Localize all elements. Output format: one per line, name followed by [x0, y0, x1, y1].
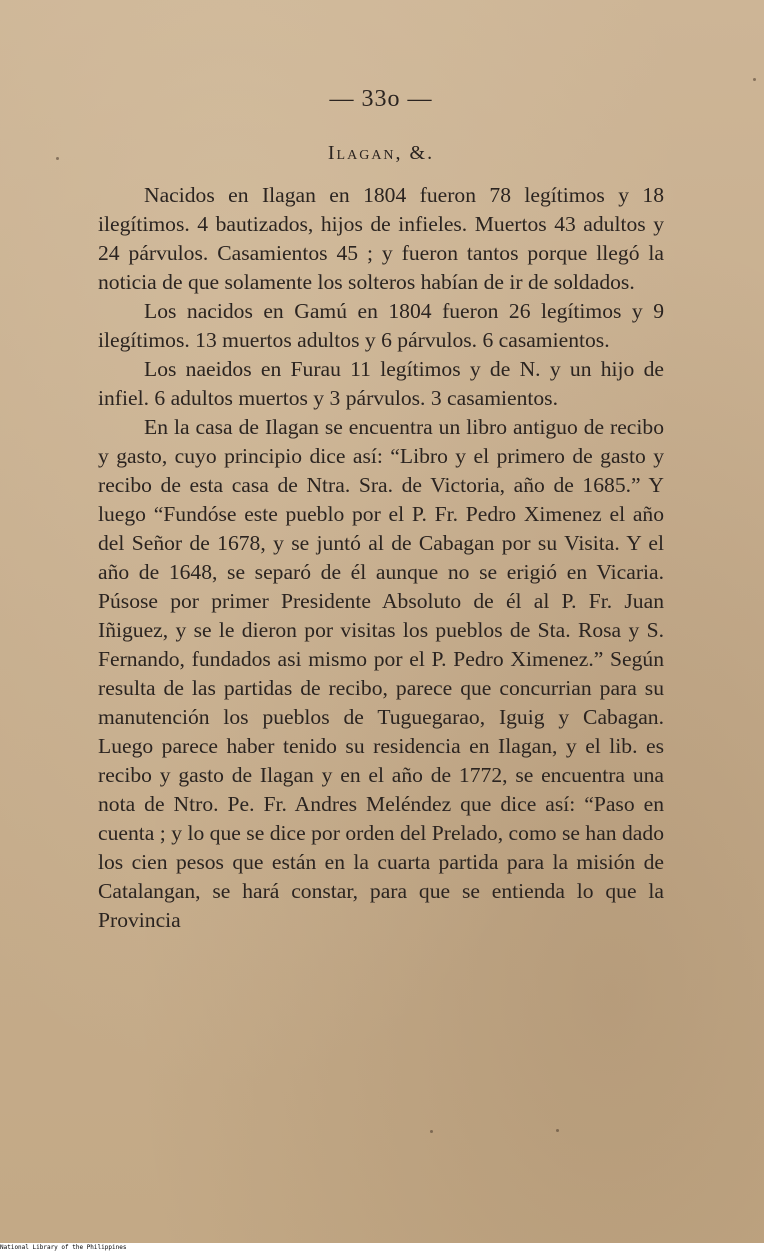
- paragraph-furau-births: Los naeidos en Furau 11 legítimos y de N. y un hijo de infiel. 6 adultos muertos y 3 párvulos. 3 casamientos.: [98, 357, 664, 410]
- paper-speck: [56, 157, 59, 160]
- paragraph-ilagan-births: Nacidos en Ilagan en 1804 fueron 78 legítimos y 18 ilegítimos. 4 bautizados, hijos de infieles. Muertos 43 adultos y 24 párvulos. Casamientos 45 ; y fueron tantos porque llegó la noticia de que solamente los solteros habían de ir de soldados.: [98, 183, 664, 294]
- paragraph-ilagan-ledger: En la casa de Ilagan se encuentra un libro antiguo de recibo y gasto, cuyo principio dice así: “Libro y el primero de gasto y recibo de esta casa de Ntra. Sra. de Victoria, año de 1685.” Y luego “Fundóse este pueblo por el P. Fr. Pedro Ximenez el año del Señor de 1678, y se juntó al de Cabagan por su Visita. Y el año de 1648, se separó de él aunque no se erigió en Vicaria. Púsose por primer Presidente Absoluto de él al P. Fr. Juan Iñiguez, y se le dieron por visitas los pueblos de Sta. Rosa y S. Fernando, fundados asi mismo por el P. Pedro Ximenez.” Según resulta de las partidas de recibo, parece que concurrian para su manutención los pueblos de Tuguegarao, Iguig y Cabagan. Luego parece haber tenido su residencia en Ilagan, y el lib. es recibo y gasto de Ilagan y en el año de 1772, se encuentra una nota de Ntro. Pe. Fr. Andres Meléndez que dice así: “Paso en cuenta ; y lo que se dice por orden del Prelado, como se han dado los cien pesos que están en la cuarta partida para la misión de Catalangan, se hará constar, para que se entienda lo que la Provincia: [98, 415, 664, 932]
- library-credit: National Library of the Philippines: [0, 1244, 127, 1251]
- body-text: [98, 181, 664, 935]
- page-number: — 33o —: [329, 86, 433, 112]
- paper-speck: [753, 78, 756, 81]
- section-heading: Ilagan, &.: [327, 142, 435, 164]
- paper-speck: [430, 1130, 433, 1133]
- paragraph-gamu-births: Los nacidos en Gamú en 1804 fueron 26 legítimos y 9 ilegítimos. 13 muertos adultos y 6 párvulos. 6 casamientos.: [98, 299, 664, 352]
- paper-speck: [556, 1129, 559, 1132]
